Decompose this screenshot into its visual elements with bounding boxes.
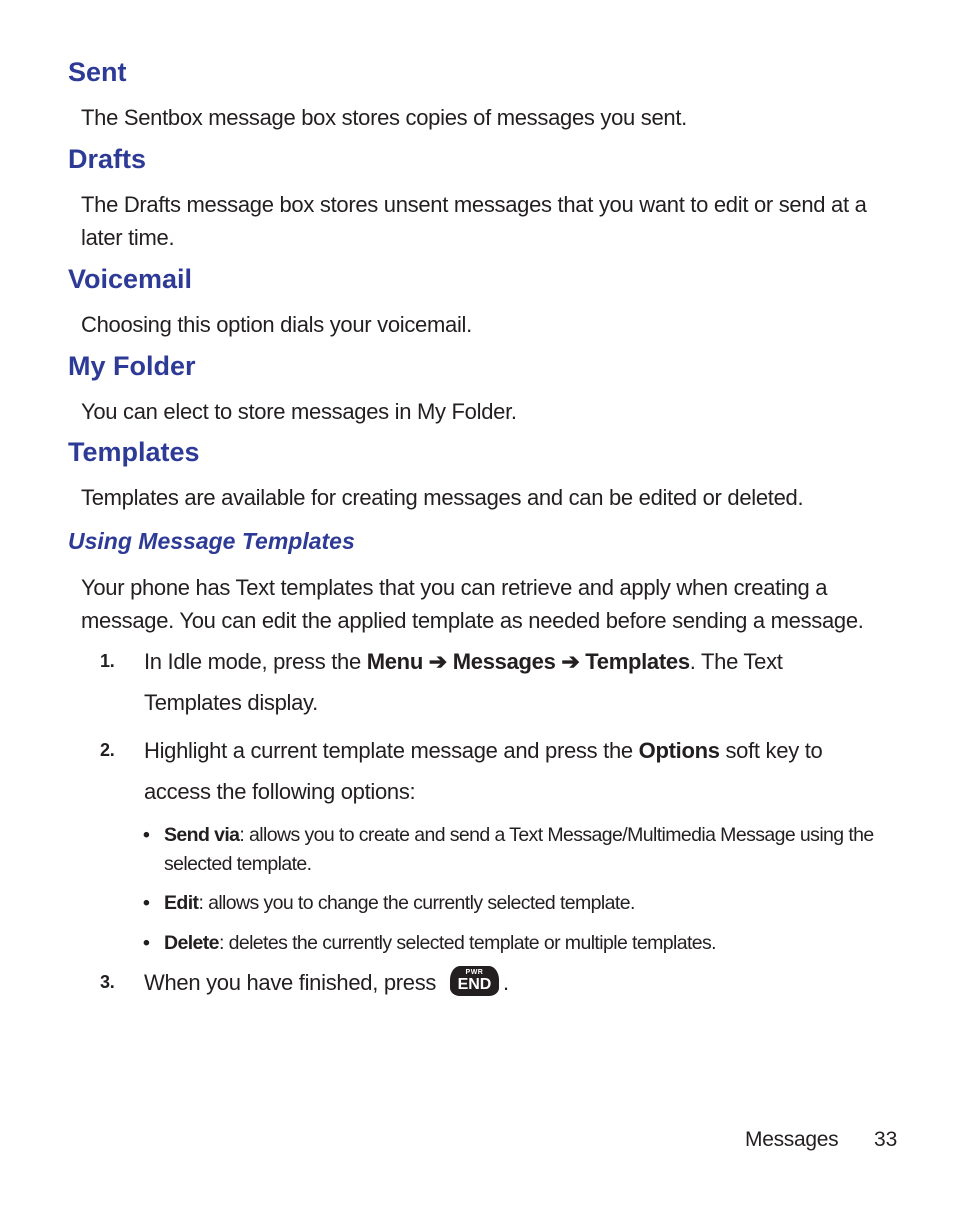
step-text-part: When you have finished, press: [144, 970, 442, 995]
arrow-icon: ➔: [422, 649, 453, 674]
end-key-icon: [450, 966, 499, 996]
step-text: [144, 730, 860, 812]
step-text-part: soft key to access the following options:: [144, 738, 823, 804]
paragraph-templates: Templates are available for creating messages and can be edited or deleted.: [81, 485, 804, 510]
paragraph-my-folder: You can elect to store messages in My Folder.: [81, 399, 517, 424]
bullet-icon: •: [143, 824, 150, 846]
paragraph-sent: The Sentbox message box stores copies of messages you sent.: [81, 105, 687, 130]
step-text: [144, 641, 860, 723]
footer-section-name: Messages: [745, 1128, 839, 1151]
heading-sent: Sent: [68, 57, 127, 87]
arrow-icon: ➔: [555, 649, 586, 674]
heading-voicemail: Voicemail: [68, 264, 193, 294]
end-key-pwr-label: PWR: [465, 969, 484, 977]
option-description: : deletes the currently selected template or multiple templates.: [218, 932, 716, 954]
step-text-part: . The Text Templates display.: [144, 649, 783, 715]
step-text: [144, 962, 860, 1003]
options-key-label: Options: [638, 738, 720, 763]
footer-page-number: 33: [874, 1128, 898, 1151]
heading-templates: Templates: [68, 437, 200, 467]
end-key-end-label: END: [457, 976, 492, 994]
menu-label: Menu: [366, 649, 423, 674]
step-number: 1.: [100, 651, 115, 671]
subheading-using-message-templates: Using Message Templates: [68, 528, 355, 554]
step-number: 2.: [100, 740, 115, 760]
heading-my-folder: My Folder: [68, 351, 196, 381]
bullet-icon: •: [143, 932, 150, 954]
bullet-icon: •: [143, 892, 150, 914]
option-term: Send via: [164, 824, 240, 846]
option-term: Edit: [164, 892, 199, 914]
step-text-part: In Idle mode, press the: [144, 649, 367, 674]
option-description: : allows you to create and send a Text Message/Multimedia Message using the selected template.: [164, 824, 874, 875]
step-text-part: .: [502, 970, 509, 995]
paragraph-voicemail: Choosing this option dials your voicemail.: [81, 312, 472, 337]
option-text: [164, 929, 904, 958]
option-text: [164, 821, 904, 879]
templates-label: Templates: [585, 649, 690, 674]
option-term: Delete: [164, 932, 219, 954]
option-text: [164, 889, 904, 918]
step-text-part: Highlight a current template message and press the: [144, 738, 639, 763]
paragraph-templates-intro: Your phone has Text templates that you can retrieve and apply when creating a message. You can edit the applied template as needed before sending a message.: [81, 575, 864, 633]
paragraph-drafts: The Drafts message box stores unsent messages that you want to edit or send at a later time.: [81, 192, 867, 250]
option-description: : allows you to change the currently selected template.: [198, 892, 635, 914]
step-number: 3.: [100, 972, 115, 992]
heading-drafts: Drafts: [68, 144, 147, 174]
messages-label: Messages: [452, 649, 556, 674]
